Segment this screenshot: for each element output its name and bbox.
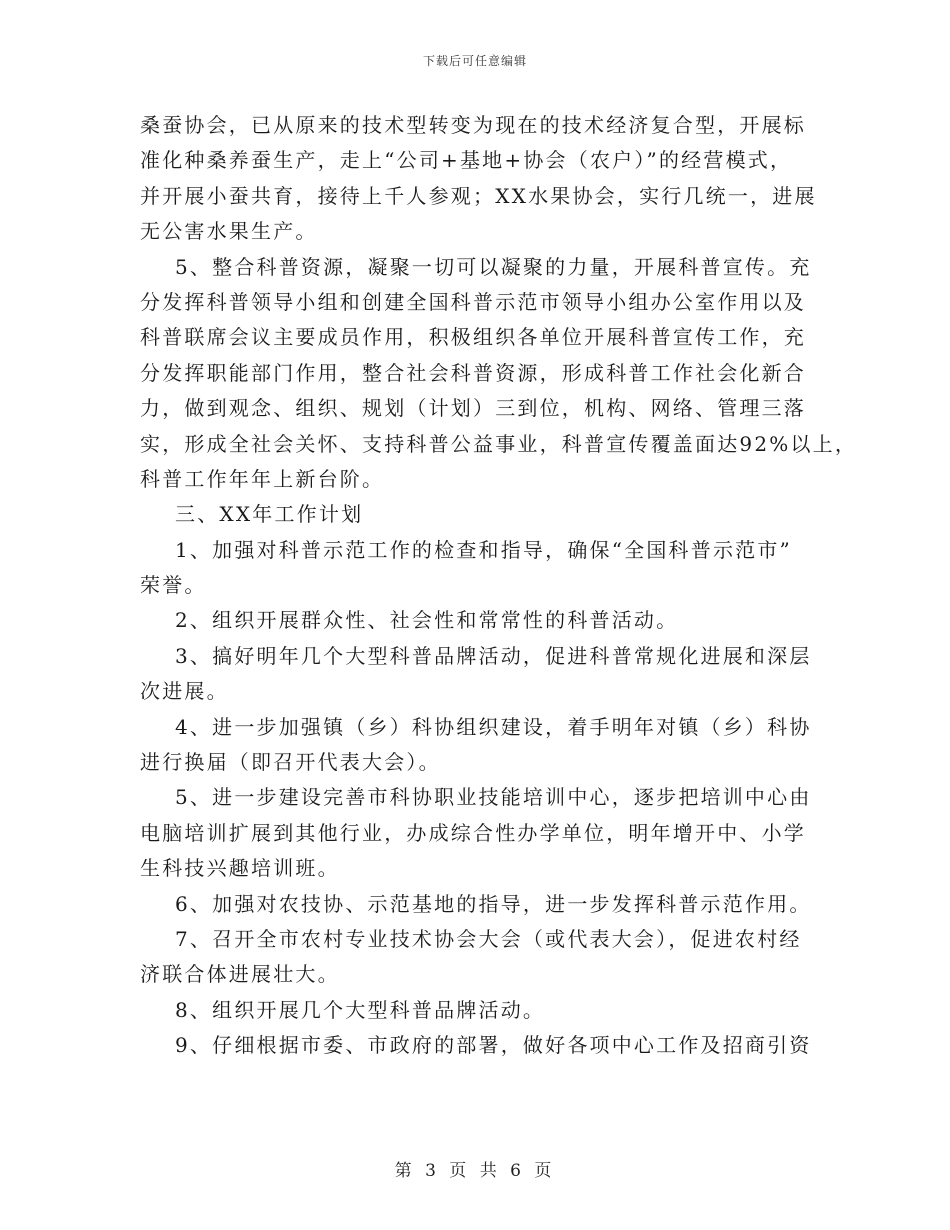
text-line: 9、仔细根据市委、市政府的部署，做好各项中心工作及招商引资	[175, 1033, 812, 1058]
text-line: 5、进一步建设完善市科协职业技能培训中心，逐步把培训中心由	[175, 785, 812, 810]
text-line: 桑蚕协会，已从原来的技术型转变为现在的技术经济复合型，开展标	[140, 113, 806, 137]
text-line: 实，形成全社会关怀、支持科普公益事业，科普宣传覆盖面达92%以上，	[140, 431, 858, 456]
text-line: 科普工作年年上新台阶。	[140, 466, 385, 491]
text-line: 3、搞好明年几个大型科普品牌活动，促进科普常规化进展和深层	[175, 643, 812, 668]
page-footer: 第 3 页 共 6 页	[394, 1161, 556, 1181]
text-line: 分发挥科普领导小组和创建全国科普示范市领导小组办公室作用以及	[140, 289, 806, 314]
text-line: 准化种桑养蚕生产，走上“公司+基地+协会（农户）”的经营模式，	[140, 148, 793, 173]
text-line: 6、加强对农技协、示范基地的指导，进一步发挥科普示范作用。	[175, 891, 812, 916]
text-line: 并开展小蚕共育，接待上千人参观；XX水果协会，实行几统一，进展	[140, 183, 817, 208]
text-line: 1、加强对科普示范工作的检查和指导，确保“全国科普示范市”	[175, 537, 792, 562]
document-body	[140, 108, 858, 1064]
text-line: 力，做到观念、组织、规划（计划）三到位，机构、网络、管理三落	[140, 396, 806, 421]
text-line: 三、XX年工作计划	[175, 502, 364, 527]
text-line: 7、召开全市农村专业技术协会大会（或代表大会），促进农村经	[175, 926, 802, 951]
text-line: 5、整合科普资源，凝聚一切可以凝聚的力量，开展科普宣传。充	[175, 254, 812, 279]
page-header: 下载后可任意编辑	[422, 54, 527, 68]
text-line: 次进展。	[140, 679, 229, 704]
text-line: 分发挥职能部门作用，整合社会科普资源，形成科普工作社会化新合	[140, 360, 806, 385]
text-line: 济联合体进展壮大。	[140, 962, 340, 987]
text-line: 荣誉。	[140, 573, 207, 598]
text-line: 生科技兴趣培训班。	[140, 856, 340, 881]
text-line: 电脑培训扩展到其他行业，办成综合性办学单位，明年增开中、小学	[140, 820, 806, 845]
text-line: 2、组织开展群众性、社会性和常常性的科普活动。	[175, 608, 679, 633]
text-line: 4、进一步加强镇（乡）科协组织建设，着手明年对镇（乡）科协	[175, 714, 812, 739]
text-line: 8、组织开展几个大型科普品牌活动。	[175, 997, 546, 1022]
text-line: 进行换届（即召开代表大会）。	[140, 750, 441, 775]
text-line: 科普联席会议主要成员作用，积极组织各单位开展科普宣传工作，充	[140, 325, 806, 350]
text-line: 无公害水果生产。	[140, 219, 318, 244]
